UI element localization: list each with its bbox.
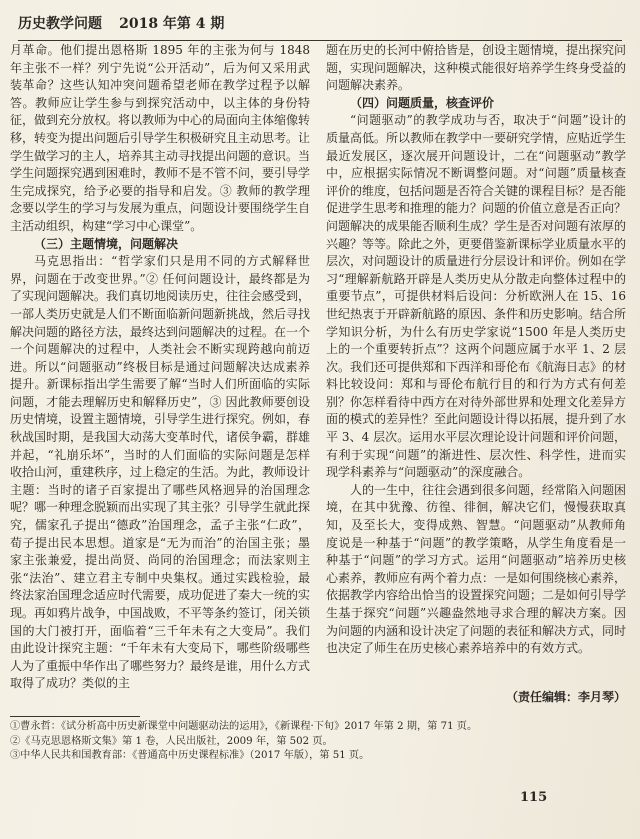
paragraph: 月革命。他们提出恩格斯 1895 年的主张为何与 1848 年主张不一样？列宁先说“公开活动”，后为何又采用武装革命？这些认知冲突问题希望老师在教学过程予以解答。教师应让学生参与到探究活动中，以主体的身份特征，做到充分放权。将以教师为中心的局面向主体缩像转移，转变为提出问题后引导学生积极研究且主动思考。让学生做学习的主人，培养其主动寻找提出问题的意识。当学生问题探究遇到困难时，教师不是不管不问，要引导学生完成探究，给予必要的指导和启发。③ 教师的教学理念要以学生的学习与发展为重点，问题设计要围绕学生自主活动组织，构建“学习中心课堂”。 [10,43,311,233]
running-header [18,8,622,41]
paragraph: “问题驱动”的教学成功与否，取决于“问题”设计的质量高低。所以教师在教学中一要研究学情，应贴近学生最近发展区，逐次展开问题设计，二在“问题驱动”教学中，应根据实际情况不断调整问题。对“问题”质量核查评价的维度，包括问题是否符合关键的课程目标？是否能促进学生思考和推理的能力？问题的价值立意是否正向？问题解决的成果能否顺利生成？学生是否对问题有浓厚的兴趣？等等。除此之外，更要借鉴新课标学业质量水平的层次，对问题设计的质量进行分层设计和评价。例如在学习“理解新航路开辟是人类历史从分散走向整体过程中的重要节点”，可提供材料后设问：分析欧洲人在 15、16 世纪热衷于开辟新航路的原因、条件和历史影响。结合所学知识分析，为什么有历史学家说“1500 年是人类历史上的一个重要转折点”？这两个问题应属于水平 1、2 层次。我们还可提供郑和下西洋和哥伦布《航海日志》的材料比较设问：郑和与哥伦布航行目的和行为方式有何差别？你怎样看待中西方在对待外部世界和处理文化差异方面的模式的差异性？至此问题设计得以拓展，提升到了水平 3、4 层次。运用水平层次理论设计问题和评价问题，有利于实现“问题”的渐进性、层次性、科学性，进而实现学科素养与“问题驱动”的深度融合。 [326,113,627,480]
right-column [326,42,626,658]
page-number: 115 [520,790,548,805]
footnotes [10,720,620,764]
footnote: ①曹永哲：《试分析高中历史新课堂中问题驱动法的运用》，《新课程·下旬》2017 年第 2 期，第 71 页。 [10,721,478,732]
editor-credit: （责任编辑：李月琴） [505,690,626,704]
section-heading: （四）问题质量，核查评价 [350,95,495,110]
issue-label: 2018 年第 4 期 [119,16,225,32]
section-heading: （三）主题情境，问题解决 [34,236,179,251]
paragraph: 马克思指出：“哲学家们只是用不同的方式解释世界，问题在于改变世界。”② 任何问题设计，最终都是为了实现问题解决。我们真切地阅读历史，往往会感受到，一部人类历史就是人们不断面临新问题新挑战，然后寻找解决问题的路径方法，最终达到问题解决的过程。在一个一个问题解决的过程中，人类社会不断实现跨越向前迈进。所以“问题驱动”终极目标是通过问题解决达成素养提升。新课标指出学生需要了解“当时人们所面临的实际问题，才能去理解历史和解释历史”，③ 因此教师要创设历史情境，设置主题情境，引导学生进行探究。例如，春秋战国时期，是我国大动荡大变革时代，诸侯争霸，群雄并起，“礼崩乐坏”，当时的人们面临的实际问题是怎样收拾山河，重建秩序，过上稳定的生活。为此，教师设计主题：当时的诸子百家提出了哪些风格迥异的治国理念呢？哪一种理念脱颖而出实现了其主张？引导学生就此探究，儒家孔子提出“德政”治国理念，孟子主张“仁政”，荀子提出民本思想。道家是“无为而治”的治国主张；墨家主张兼爱，提出尚贤、尚同的治国理念；而法家则主张“法治”、建立君主专制中央集权。通过实践检验，最终法家治国理念适应时代需要，成功促进了秦大一统的实现。再如鸦片战争，中国战败，不平等条约签订，闭关锁国的大门被打开，面临着“三千年未有之大变局”。我们由此设计探究主题：“千年未有大变局下，哪些阶级哪些人为了重振中华作出了哪些努力？最终是谁，用什么方式取得了成功？类似的主 [10,254,311,691]
journal-title: 历史教学问题 [18,16,102,32]
left-column [10,42,310,693]
footnote-divider [10,716,140,717]
footnote: ③中华人民共和国教育部：《普通高中历史课程标准》（2017 年版），第 51 页。 [10,750,370,761]
paragraph: 人的一生中，往往会遇到很多问题，经常陷入问题困境，在其中犹豫、彷徨、徘徊，解决它们，慢慢获取真知，及至长大，变得成熟、智慧。“问题驱动”从教师角度说是一种基于“问题”的教学策略，从学生角度看是一种基于“问题”的学习方式。运用“问题驱动”培养历史核心素养，教师应有两个着力点：一是如何围绕核心素养，依据教学内容给出恰当的设置探究问题；二是如何引导学生基于探究“问题”兴趣盎然地寻求合理的解决方案。因为问题的内涵和设计决定了问题的表征和解决方式，同时也决定了师生在历史核心素养培养中的有效方式。 [326,482,627,656]
footnote: ②《马克思恩格斯文集》第 1 卷，人民出版社，2009 年，第 502 页。 [10,735,333,747]
paragraph: 题在历史的长河中俯拾皆是，创设主题情境，提出探究问题，实现问题解决，这种模式能很好培养学生终身受益的问题解决素养。 [326,43,627,93]
